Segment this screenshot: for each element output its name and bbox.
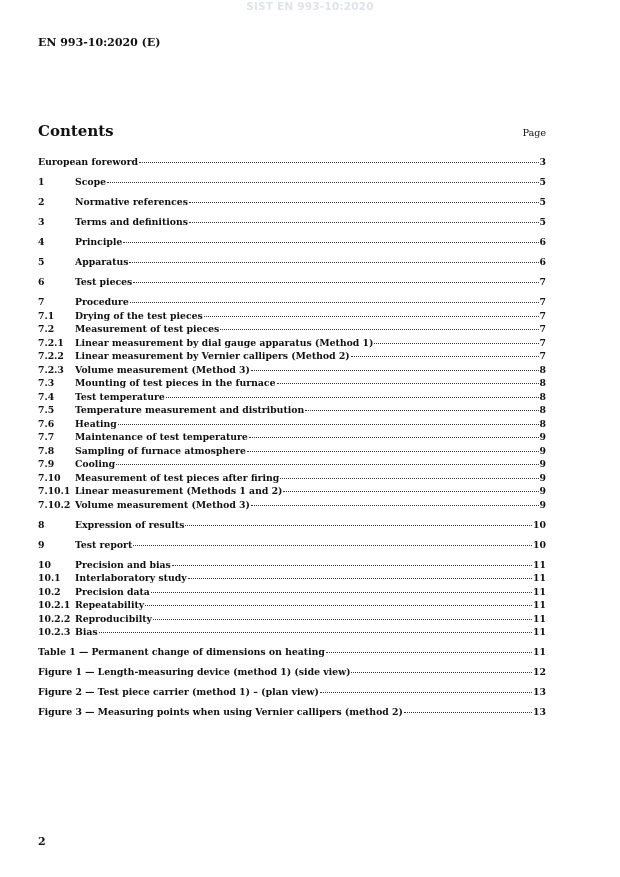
toc-dot-leader: [153, 619, 532, 620]
toc-entry-title: Terms and definitions: [75, 217, 188, 228]
toc-entry-page: 7: [539, 337, 546, 349]
toc-entry-title: Linear measurement by dial gauge apparatus (Method 1): [75, 337, 374, 349]
toc-entry-page: 11: [533, 600, 546, 611]
toc-entry-page: 8: [539, 405, 546, 416]
page-number: 2: [38, 835, 46, 848]
toc-entry-number: 1: [38, 177, 45, 188]
toc-entry-page: 10: [533, 519, 546, 531]
toc-dot-leader: [326, 652, 532, 653]
toc-entry-page: 9: [539, 499, 546, 511]
toc-dot-leader: [374, 343, 538, 344]
toc-dot-leader: [204, 316, 539, 317]
toc-entry-page: 11: [533, 586, 546, 598]
toc-entry-page: 9: [539, 432, 546, 443]
toc-dot-leader: [247, 451, 539, 452]
toc-entry[interactable]: [38, 445, 546, 459]
toc-dot-leader: [123, 242, 538, 243]
toc-entry-title: Volume measurement (Method 3): [75, 364, 250, 376]
toc-entry-title: Reproducibilty: [75, 613, 152, 625]
toc-entry-number: 7.9: [38, 459, 55, 470]
toc-entry-page: 11: [533, 647, 546, 658]
toc-entry-number: 5: [38, 257, 45, 268]
toc-entry-number: 7.10.1: [38, 486, 71, 497]
toc-entry-number: 7.10: [38, 472, 61, 484]
toc-entry-title: Normative references: [75, 197, 188, 208]
toc-entry[interactable]: [38, 539, 546, 553]
toc-dot-leader: [283, 491, 538, 492]
toc-dot-leader: [166, 397, 539, 398]
toc-dot-leader: [351, 672, 532, 673]
toc-entry-number: 2: [38, 197, 45, 208]
toc-entry[interactable]: [38, 666, 546, 680]
toc-entry-title: Mounting of test pieces in the furnace: [75, 378, 276, 389]
toc-entry-page: 7: [539, 297, 546, 308]
toc-entry-number: 9: [38, 539, 45, 551]
toc-entry-number: 4: [38, 237, 45, 248]
watermark: SIST EN 993-10:2020: [246, 1, 374, 13]
toc-entry-number: 7.2: [38, 324, 55, 335]
toc-entry-title: Precision and bias: [75, 559, 171, 571]
toc-entry[interactable]: [38, 519, 546, 533]
toc-entry-title: Expression of results: [75, 519, 185, 531]
toc-entry-number: 7.2.2: [38, 351, 64, 362]
toc-dot-leader: [404, 712, 532, 713]
toc-entry-title: Volume measurement (Method 3): [75, 499, 250, 511]
toc-entry-page: 6: [539, 237, 546, 248]
toc-entry-page: 9: [539, 472, 546, 484]
toc-entry-number: 6: [38, 277, 45, 288]
toc-entry-title: Sampling of furnace atmosphere: [75, 445, 246, 457]
toc-entry[interactable]: [38, 485, 546, 499]
toc-entry[interactable]: [38, 176, 546, 190]
toc-dot-leader: [130, 302, 539, 303]
toc-entry-title: Measurement of test pieces after firing: [75, 472, 280, 484]
toc-entry-page: 11: [533, 627, 546, 638]
toc-entry-number: 7.2.1: [38, 337, 64, 349]
toc-entry-title: Precision data: [75, 586, 150, 598]
toc-dot-leader: [351, 356, 539, 357]
toc-entry-page: 11: [533, 573, 546, 584]
toc-dot-leader: [145, 605, 532, 606]
toc-entry[interactable]: [38, 499, 546, 513]
toc-entry-page: 8: [539, 364, 546, 376]
toc-entry[interactable]: [38, 296, 546, 310]
toc-entry[interactable]: [38, 323, 546, 337]
toc-entry[interactable]: [38, 613, 546, 627]
toc-entry-number: 7.1: [38, 310, 55, 322]
toc-entry-page: 11: [533, 559, 546, 571]
toc-entry-page: 7: [539, 277, 546, 288]
toc-entry-page: 8: [539, 378, 546, 389]
toc-dot-leader: [305, 410, 538, 411]
toc-dot-leader: [107, 182, 539, 183]
toc-dot-leader: [188, 578, 532, 579]
toc-entry[interactable]: [38, 706, 546, 720]
toc-entry-title: Test pieces: [75, 277, 133, 288]
toc-entry-page: 13: [533, 707, 546, 718]
toc-entry-title: Principle: [75, 237, 123, 248]
toc-dot-leader: [133, 545, 532, 546]
toc-entry[interactable]: [38, 310, 546, 324]
table-of-contents: [38, 156, 546, 720]
toc-entry[interactable]: [38, 350, 546, 364]
toc-entry[interactable]: [38, 686, 546, 700]
toc-entry-page: 9: [539, 445, 546, 457]
toc-entry-page: 8: [539, 391, 546, 403]
toc-entry-title: Test report: [75, 539, 133, 551]
toc-dot-leader: [116, 464, 538, 465]
toc-entry-page: 3: [539, 157, 546, 168]
toc-dot-leader: [249, 437, 539, 438]
toc-entry-title: Test temperature: [75, 391, 165, 403]
toc-entry-title: Measurement of test pieces: [75, 324, 220, 335]
toc-entry-title: Interlaboratory study: [75, 573, 187, 584]
toc-entry-number: 10.2: [38, 586, 61, 598]
toc-entry-number: 10.2.1: [38, 600, 71, 611]
toc-entry[interactable]: [38, 156, 546, 170]
toc-entry-title: Maintenance of test temperature: [75, 432, 248, 443]
toc-entry-page: 6: [539, 257, 546, 268]
toc-entry[interactable]: [38, 559, 546, 573]
toc-dot-leader: [277, 383, 539, 384]
toc-dot-leader: [251, 505, 539, 506]
toc-entry-number: 7.5: [38, 405, 55, 416]
toc-entry[interactable]: [38, 377, 546, 391]
toc-entry-page: 10: [533, 539, 546, 551]
toc-entry[interactable]: [38, 364, 546, 378]
toc-entry-title: Linear measurement by Vernier callipers (Method 2): [75, 351, 350, 362]
toc-entry[interactable]: [38, 646, 546, 660]
toc-entry-page: 8: [539, 418, 546, 430]
toc-entry-number: 7.3: [38, 378, 55, 389]
toc-entry-title: Figure 2 — Test piece carrier (method 1) – (plan view): [38, 687, 319, 698]
toc-entry-title: Bias: [75, 627, 98, 638]
toc-entry-title: Apparatus: [75, 257, 129, 268]
toc-entry-page: 5: [539, 177, 546, 188]
toc-entry[interactable]: [38, 196, 546, 210]
toc-dot-leader: [189, 202, 539, 203]
page-column-label: Page: [522, 128, 546, 139]
toc-dot-leader: [220, 329, 538, 330]
toc-entry[interactable]: [38, 236, 546, 250]
toc-entry-number: 7.8: [38, 445, 55, 457]
toc-entry-title: Heating: [75, 418, 117, 430]
toc-entry[interactable]: [38, 276, 546, 290]
toc-entry[interactable]: [38, 572, 546, 586]
contents-title: Contents: [38, 122, 114, 140]
toc-dot-leader: [99, 632, 532, 633]
toc-entry[interactable]: [38, 216, 546, 230]
toc-entry-title: Scope: [75, 177, 106, 188]
toc-entry-page: 5: [539, 217, 546, 228]
toc-entry-title: European foreword: [38, 157, 138, 168]
toc-dot-leader: [320, 692, 532, 693]
toc-entry[interactable]: [38, 599, 546, 613]
toc-entry-number: 7.6: [38, 418, 55, 430]
toc-entry-title: Temperature measurement and distribution: [75, 405, 305, 416]
toc-entry-number: 7: [38, 297, 45, 308]
toc-entry[interactable]: [38, 391, 546, 405]
document-code: EN 993-10:2020 (E): [38, 36, 161, 49]
toc-entry-title: Table 1 — Permanent change of dimensions on heating: [38, 647, 325, 658]
toc-dot-leader: [118, 424, 539, 425]
toc-entry[interactable]: [38, 626, 546, 640]
toc-entry-number: 10.2.2: [38, 613, 71, 625]
toc-dot-leader: [151, 592, 532, 593]
toc-entry-number: 10: [38, 559, 51, 571]
toc-entry-title: Drying of the test pieces: [75, 310, 203, 322]
toc-entry-number: 7.4: [38, 391, 55, 403]
toc-entry-number: 7.10.2: [38, 499, 71, 511]
toc-entry-number: 7.2.3: [38, 364, 64, 376]
toc-entry-page: 7: [539, 324, 546, 335]
toc-dot-leader: [139, 162, 539, 163]
toc-dot-leader: [129, 262, 538, 263]
toc-entry[interactable]: [38, 337, 546, 351]
toc-entry-page: 7: [539, 351, 546, 362]
toc-entry[interactable]: [38, 404, 546, 418]
toc-entry-title: Repeatability: [75, 600, 145, 611]
toc-entry-title: Procedure: [75, 297, 129, 308]
toc-entry-number: 3: [38, 217, 45, 228]
toc-entry-number: 8: [38, 519, 45, 531]
toc-entry-page: 7: [539, 310, 546, 322]
toc-entry-page: 5: [539, 197, 546, 208]
toc-dot-leader: [185, 525, 532, 526]
toc-entry-title: Figure 3 — Measuring points when using Vernier callipers (method 2): [38, 707, 403, 718]
toc-entry-page: 12: [533, 667, 546, 678]
toc-entry-title: Cooling: [75, 459, 116, 470]
toc-entry-number: 7.7: [38, 432, 55, 443]
toc-dot-leader: [172, 565, 532, 566]
toc-entry-page: 9: [539, 486, 546, 497]
toc-entry-page: 11: [533, 613, 546, 625]
toc-entry[interactable]: [38, 586, 546, 600]
toc-entry[interactable]: [38, 472, 546, 486]
toc-entry-number: 10.2.3: [38, 627, 71, 638]
toc-entry[interactable]: [38, 256, 546, 270]
toc-entry[interactable]: [38, 431, 546, 445]
toc-entry-page: 13: [533, 687, 546, 698]
toc-dot-leader: [251, 370, 539, 371]
toc-entry-number: 10.1: [38, 573, 61, 584]
toc-dot-leader: [189, 222, 539, 223]
toc-entry[interactable]: [38, 458, 546, 472]
toc-entry-page: 9: [539, 459, 546, 470]
toc-entry[interactable]: [38, 418, 546, 432]
toc-entry-title: Figure 1 — Length-measuring device (method 1) (side view): [38, 667, 351, 678]
toc-entry-title: Linear measurement (Methods 1 and 2): [75, 486, 283, 497]
toc-dot-leader: [280, 478, 538, 479]
toc-dot-leader: [133, 282, 538, 283]
